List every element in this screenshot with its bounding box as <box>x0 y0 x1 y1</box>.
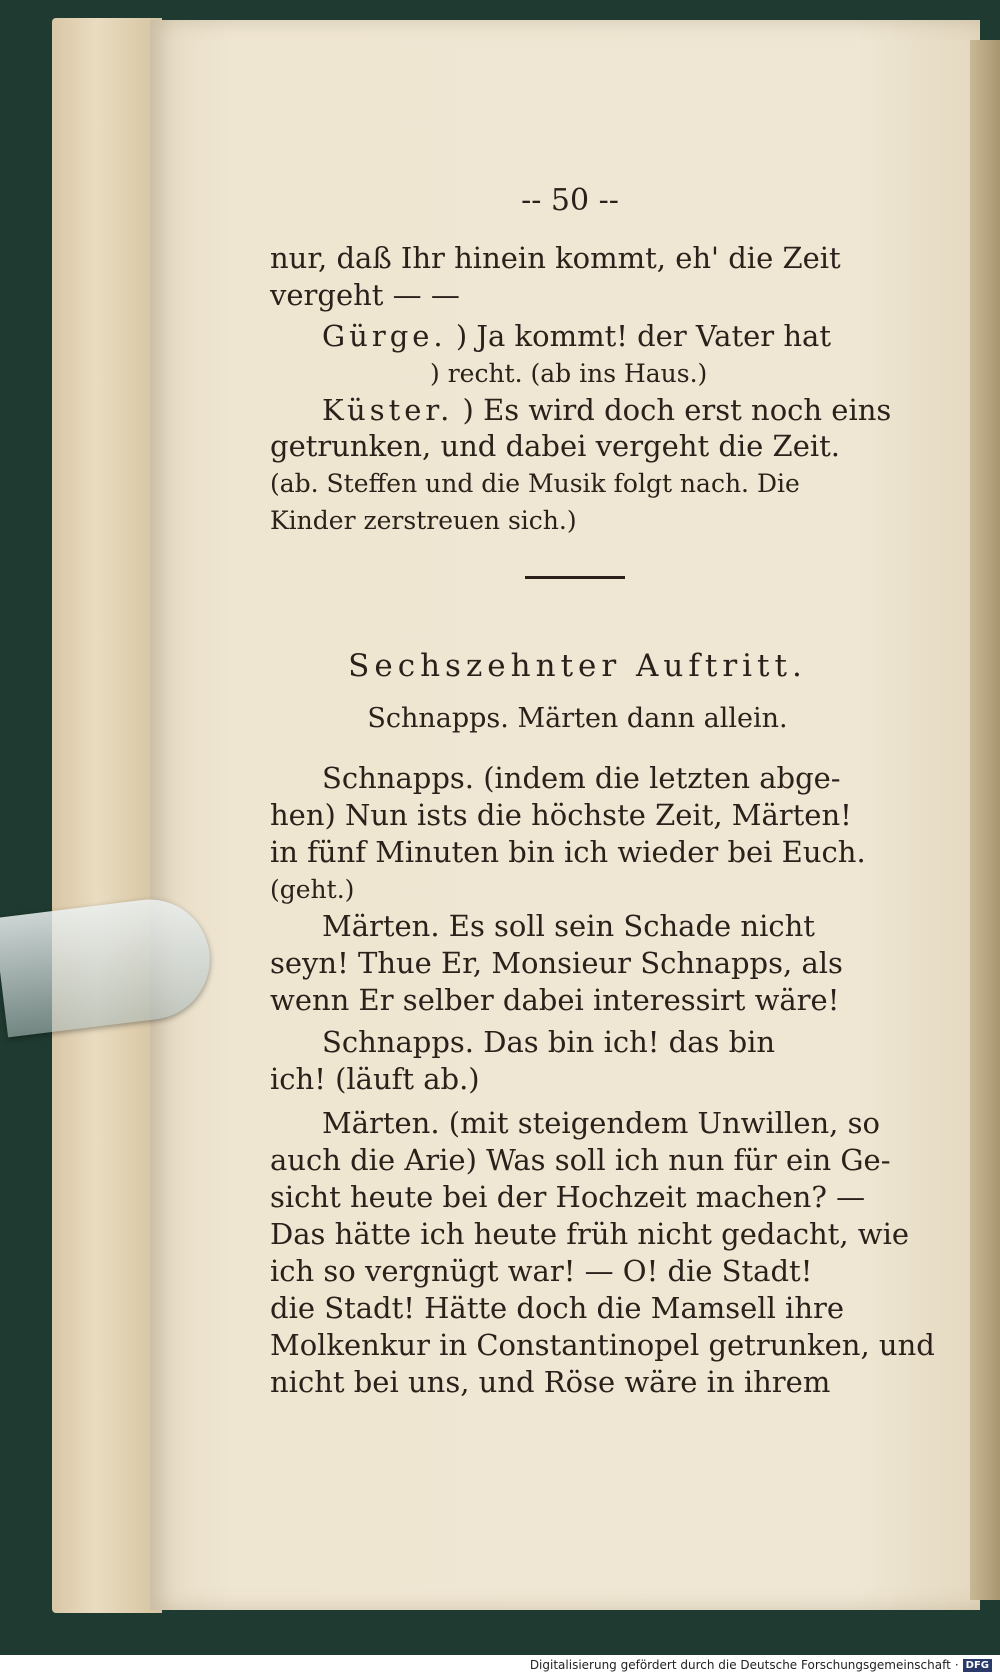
scene-title: Sechszehnter Auftritt. <box>348 648 807 684</box>
text-block-1 <box>270 240 885 314</box>
book-page-edges <box>52 18 162 1613</box>
text-line: Märten. (mit steigendem Unwillen, so <box>322 1106 880 1140</box>
text-line: (geht.) <box>270 875 355 904</box>
text-line: sicht heute bei der Hochzeit machen? — <box>270 1180 866 1214</box>
dialogue-line <box>270 392 892 429</box>
dialogue-line <box>270 355 885 392</box>
text-line: hen) Nun ists die höchste Zeit, Märten! <box>270 798 852 832</box>
text-line: Das hätte ich heute früh nicht gedacht, wie <box>270 1217 910 1251</box>
text-line: Schnapps. Das bin ich! das bin <box>322 1025 776 1059</box>
text-line: seyn! Thue Er, Monsieur Schnapps, als <box>270 946 843 980</box>
text-line: Kinder zerstreuen sich.) <box>270 506 577 535</box>
text-block-2 <box>270 318 892 429</box>
dialogue-text: ) recht. (ab ins Haus.) <box>430 359 708 388</box>
text-line: auch die Arie) Was soll ich nun für ein Ge- <box>270 1143 891 1177</box>
text-line: nicht bei uns, und Röse wäre in ihrem <box>270 1365 831 1399</box>
text-line: Märten. Es soll sein Schade nicht <box>322 909 815 943</box>
text-line: ich! (läuft ab.) <box>270 1062 480 1096</box>
dialogue-text: ) Ja kommt! der Vater hat <box>455 319 831 353</box>
facing-page-edge <box>970 40 1000 1600</box>
text-line: vergeht — — <box>270 278 460 312</box>
page-number: -- 50 -- <box>521 183 619 218</box>
text-block-6 <box>270 1024 885 1098</box>
text-line: Molkenkur in Constantinopel getrunken, und <box>270 1328 935 1362</box>
text-block-7 <box>270 1105 935 1401</box>
text-block-3 <box>270 428 885 539</box>
text-line: wenn Er selber dabei interessirt wäre! <box>270 983 840 1017</box>
text-line: (ab. Steffen und die Musik folgt nach. Die <box>270 469 800 498</box>
text-line: getrunken, und dabei vergeht die Zeit. <box>270 429 841 463</box>
text-block-5 <box>270 908 885 1019</box>
text-line: die Stadt! Hätte doch die Mamsell ihre <box>270 1291 845 1325</box>
footer-text: Digitalisierung gefördert durch die Deutsche Forschungsgemeinschaft <box>529 1658 951 1672</box>
text-line: Schnapps. (indem die letzten abge- <box>322 761 841 795</box>
speaker-name: Küster. <box>322 393 454 427</box>
dfg-logo-icon: DFG <box>963 1659 992 1672</box>
text-line: nur, daß Ihr hinein kommt, eh' die Zeit <box>270 241 841 275</box>
scene-cast: Schnapps. Märten dann allein. <box>367 703 788 734</box>
text-line: ich so vergnügt war! — O! die Stadt! <box>270 1254 813 1288</box>
dialogue-line <box>270 318 885 355</box>
footer-credit: Digitalisierung gefördert durch die Deutsche Forschungsgemeinschaft · DFG <box>530 1658 992 1672</box>
text-line: in fünf Minuten bin ich wieder bei Euch. <box>270 835 866 869</box>
section-divider <box>525 576 625 579</box>
speaker-name: Gürge. <box>322 319 447 353</box>
dialogue-text: ) Es wird doch erst noch eins <box>462 393 892 427</box>
text-block-4 <box>270 760 885 908</box>
